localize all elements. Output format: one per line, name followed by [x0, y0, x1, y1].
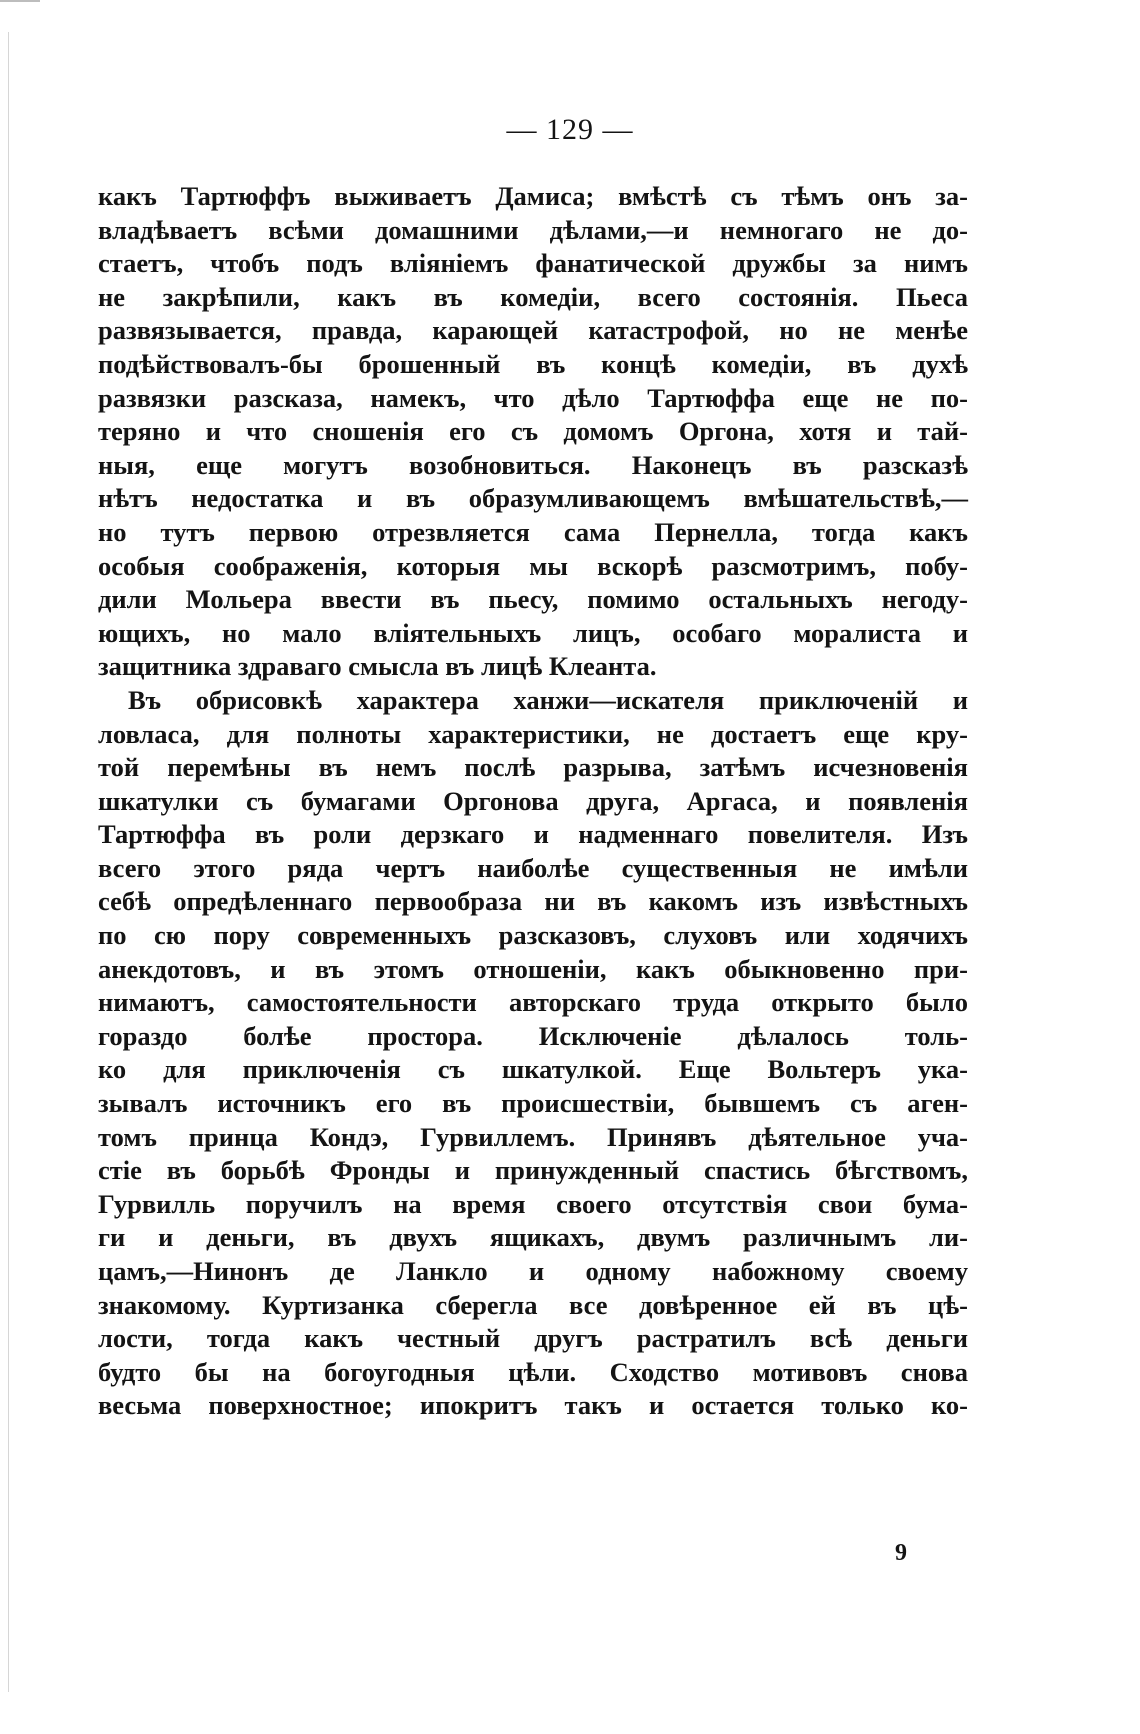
text-line: теряно и что сношенія его съ домомъ Оргона, хотя и тай- — [98, 416, 968, 447]
text-line: шкатулки съ бумагами Оргонова друга, Аргаса, и появленія — [98, 785, 968, 816]
text-line: нимаютъ, самостоятельности авторскаго труда открыто было — [98, 987, 968, 1018]
text-line: знакомому. Куртизанка сберегла все довѣренное ей въ цѣ- — [98, 1289, 968, 1320]
text-line: Тартюффа въ роли дерзкаго и надменнаго повелителя. Изъ — [98, 819, 968, 850]
paragraph-1 — [98, 180, 968, 684]
text-line: себѣ опредѣленнаго первообраза ни въ какомъ изъ извѣстныхъ — [98, 886, 968, 917]
text-line: по сю пору современныхъ разсказовъ, слуховъ или ходячихъ — [98, 920, 968, 951]
text-line: анекдотовъ, и въ этомъ отношеніи, какъ обыкновенно при- — [98, 953, 968, 984]
text-line: всего этого ряда чертъ наиболѣе существенныя не имѣли — [98, 852, 968, 883]
text-line: лости, тогда какъ честный другъ растратилъ всѣ деньги — [98, 1323, 968, 1354]
body-text — [98, 180, 968, 1423]
text-line: дили Мольера ввести въ пьесу, помимо остальныхъ негоду- — [98, 584, 968, 615]
text-line: подѣйствовалъ-бы брошенный въ концѣ комедіи, въ духѣ — [98, 348, 968, 379]
scan-edge-top — [0, 0, 40, 2]
text-line: ловласа, для полноты характеристики, не достаетъ еще кру- — [98, 718, 968, 749]
text-line: весьма поверхностное; ипокритъ такъ и остается только ко- — [98, 1390, 968, 1421]
text-line: развязывается, правда, карающей катастрофой, но не менѣе — [98, 315, 968, 346]
text-line: защитника здраваго смысла въ лицѣ Клеанта. — [98, 651, 657, 682]
text-line: но тутъ первою отрезвляется сама Пернелла, тогда какъ — [98, 516, 968, 547]
text-line: ныя, еще могутъ возобновиться. Наконецъ въ разсказѣ — [98, 449, 968, 480]
text-line: ги и деньги, въ двухъ ящикахъ, двумъ различнымъ ли- — [98, 1222, 968, 1253]
text-line: ко для приключенія съ шкатулкой. Еще Вольтеръ ука- — [98, 1054, 968, 1085]
text-line: гораздо болѣе простора. Исключеніе дѣлалось толь- — [98, 1020, 968, 1051]
text-line: цамъ,—Нинонъ де Ланкло и одному набожному своему — [98, 1256, 968, 1286]
text-line: какъ Тартюффъ выживаетъ Дамиса; вмѣстѣ съ тѣмъ онъ за- — [98, 181, 968, 211]
text-line: стаетъ, чтобъ подъ вліяніемъ фанатической дружбы за нимъ — [98, 248, 968, 279]
text-line: ющихъ, но мало вліятельныхъ лицъ, особаго моралиста и — [98, 617, 968, 648]
text-line: Въ обрисовкѣ характера ханжи—искателя приключеній и — [128, 684, 968, 715]
text-line: развязки разсказа, намекъ, что дѣло Тартюффа еще не по- — [98, 382, 968, 413]
scan-edge-left — [8, 32, 9, 1692]
signature-mark: 9 — [895, 1540, 907, 1566]
text-line: Гурвилль поручилъ на время своего отсутствія свои бума- — [98, 1188, 968, 1219]
text-line: не закрѣпили, какъ въ комедіи, всего состоянія. Пьеса — [98, 281, 968, 312]
page-number: — 129 — — [506, 113, 634, 146]
text-line: зывалъ источникъ его въ происшествіи, бывшемъ съ аген- — [98, 1088, 968, 1119]
text-line: той перемѣны въ немъ послѣ разрыва, затѣмъ исчезновенія — [98, 752, 968, 783]
text-line: стіе въ борьбѣ Фронды и принужденный спастись бѣгствомъ, — [98, 1155, 968, 1186]
text-line: особыя соображенія, которыя мы вскорѣ разсмотримъ, побу- — [98, 550, 968, 581]
text-line: владѣваетъ всѣми домашними дѣлами,—и немногаго не до- — [98, 214, 968, 245]
text-line: будто бы на богоугодныя цѣли. Сходство мотивовъ снова — [98, 1356, 968, 1387]
text-line: нѣтъ недостатка и въ образумливающемъ вмѣшательствѣ,— — [98, 483, 968, 514]
text-line: томъ принца Кондэ, Гурвиллемъ. Принявъ дѣятельное уча- — [98, 1121, 968, 1152]
paragraph-2 — [98, 684, 968, 1423]
